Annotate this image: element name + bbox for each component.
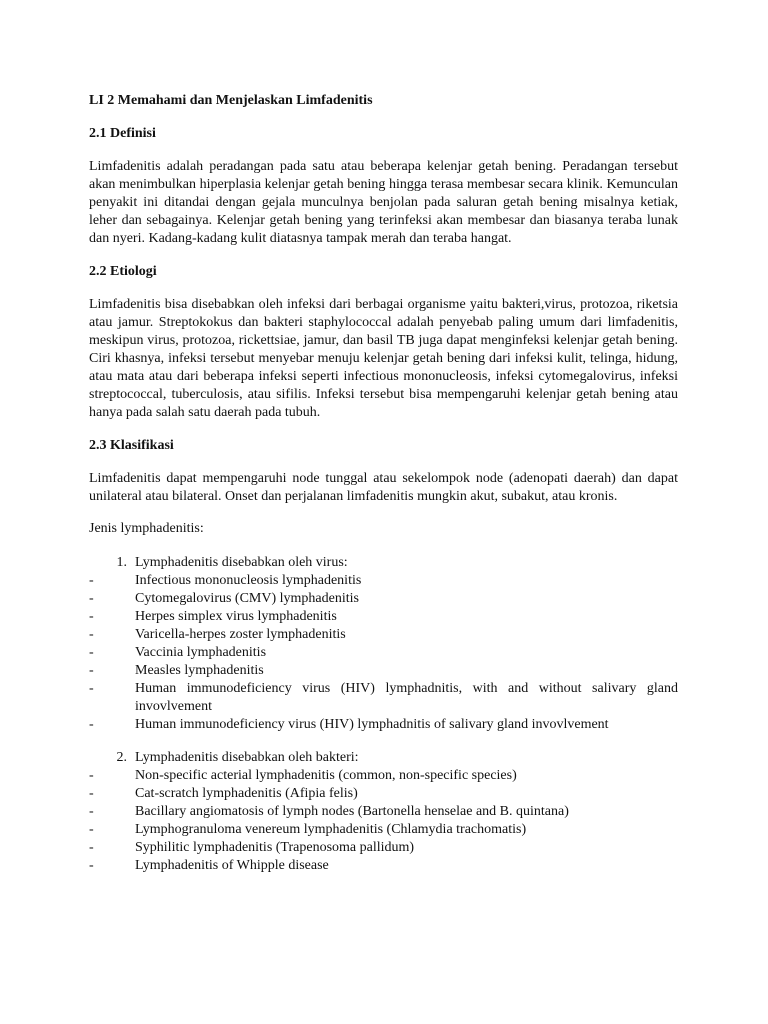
bakteri-list	[89, 767, 678, 875]
document-page	[89, 92, 678, 875]
list-item: - Herpes simplex virus lymphadenitis	[89, 609, 337, 624]
paragraph-klasifikasi: Limfadenitis dapat mempengaruhi node tunggal atau sekelompok node (adenopati daerah) dan dapat unilateral atau bilateral. Onset dan perjalanan limfadenitis mungkin akut, subakut, atau kronis.	[89, 471, 678, 504]
list-item: - Measles lymphadenitis	[89, 663, 264, 678]
list-item: - Lymphogranuloma venereum lymphadenitis (Chlamydia trachomatis)	[89, 822, 527, 837]
types-intro: Jenis lymphadenitis:	[89, 521, 204, 536]
page-title: LI 2 Memahami dan Menjelaskan Limfadenitis	[89, 93, 373, 108]
list-heading-bakteri	[89, 749, 678, 767]
list-item: - Non-specific acterial lymphadenitis (common, non-specific species)	[89, 768, 517, 783]
list-item: - Infectious mononucleosis lymphadenitis	[89, 573, 362, 588]
list-item: - Vaccinia lymphadenitis	[89, 645, 267, 660]
section-title-definisi: 2.1 Definisi	[89, 126, 156, 141]
list-number: 1.	[116, 555, 127, 570]
list-item: - Varicella-herpes zoster lymphadenitis	[89, 627, 346, 642]
list-title: Lymphadenitis disebabkan oleh virus:	[135, 555, 348, 570]
list-item: - Bacillary angiomatosis of lymph nodes (Bartonella henselae and B. quintana)	[89, 804, 569, 819]
list-heading-virus	[89, 554, 678, 572]
list-item: - Lymphadenitis of Whipple disease	[89, 858, 329, 873]
virus-list	[89, 572, 678, 734]
list-title: Lymphadenitis disebabkan oleh bakteri:	[135, 750, 359, 765]
list-item: - Syphilitic lymphadenitis (Trapenosoma pallidum)	[89, 840, 415, 855]
list-item: - Human immunodeficiency virus (HIV) lymphadnitis, with and without salivary gland invovlvement	[89, 681, 678, 714]
section-title-etiologi: 2.2 Etiologi	[89, 264, 157, 279]
list-number: 2.	[116, 750, 127, 765]
list-item: - Cat-scratch lymphadenitis (Afipia felis)	[89, 786, 358, 801]
section-title-klasifikasi: 2.3 Klasifikasi	[89, 438, 174, 453]
list-item: - Human immunodeficiency virus (HIV) lymphadnitis of salivary gland invovlvement	[89, 717, 609, 732]
list-item: - Cytomegalovirus (CMV) lymphadenitis	[89, 591, 359, 606]
paragraph-etiologi: Limfadenitis bisa disebabkan oleh infeksi dari berbagai organisme yaitu bakteri,virus, protozoa, riketsia atau jamur. Streptokokus dan bakteri staphylococcal adalah penyebab paling umum dari limfadenitis, meskipun virus, protozoa, rickettsiae, jamur, dan basil TB juga dapat menginfeksi kelenjar getah bening. Ciri khasnya, infeksi tersebut menyebar menuju kelenjar getah bening dari infeksi kulit, telinga, hidung, atau mata atau dari beberapa infeksi seperti infectious mononucleosis, infeksi cytomegalovirus, infeksi streptococcal, tuberculosis, atau sifilis. Infeksi tersebut bisa mempengaruhi kelenjar getah bening atau hanya pada salah satu daerah pada tubuh.	[89, 297, 678, 420]
paragraph-definisi: Limfadenitis adalah peradangan pada satu atau beberapa kelenjar getah bening. Peradangan tersebut akan menimbulkan hiperplasia kelenjar getah bening hingga terasa membesar secara klinik. Kemunculan penyakit ini ditandai dengan gejala munculnya benjolan pada saluran getah bening misalnya ketiak, leher dan sebagainya. Kelenjar getah bening yang terinfeksi akan membesar dan biasanya teraba lunak dan nyeri. Kadang-kadang kulit diatasnya tampak merah dan teraba hangat.	[89, 159, 678, 246]
